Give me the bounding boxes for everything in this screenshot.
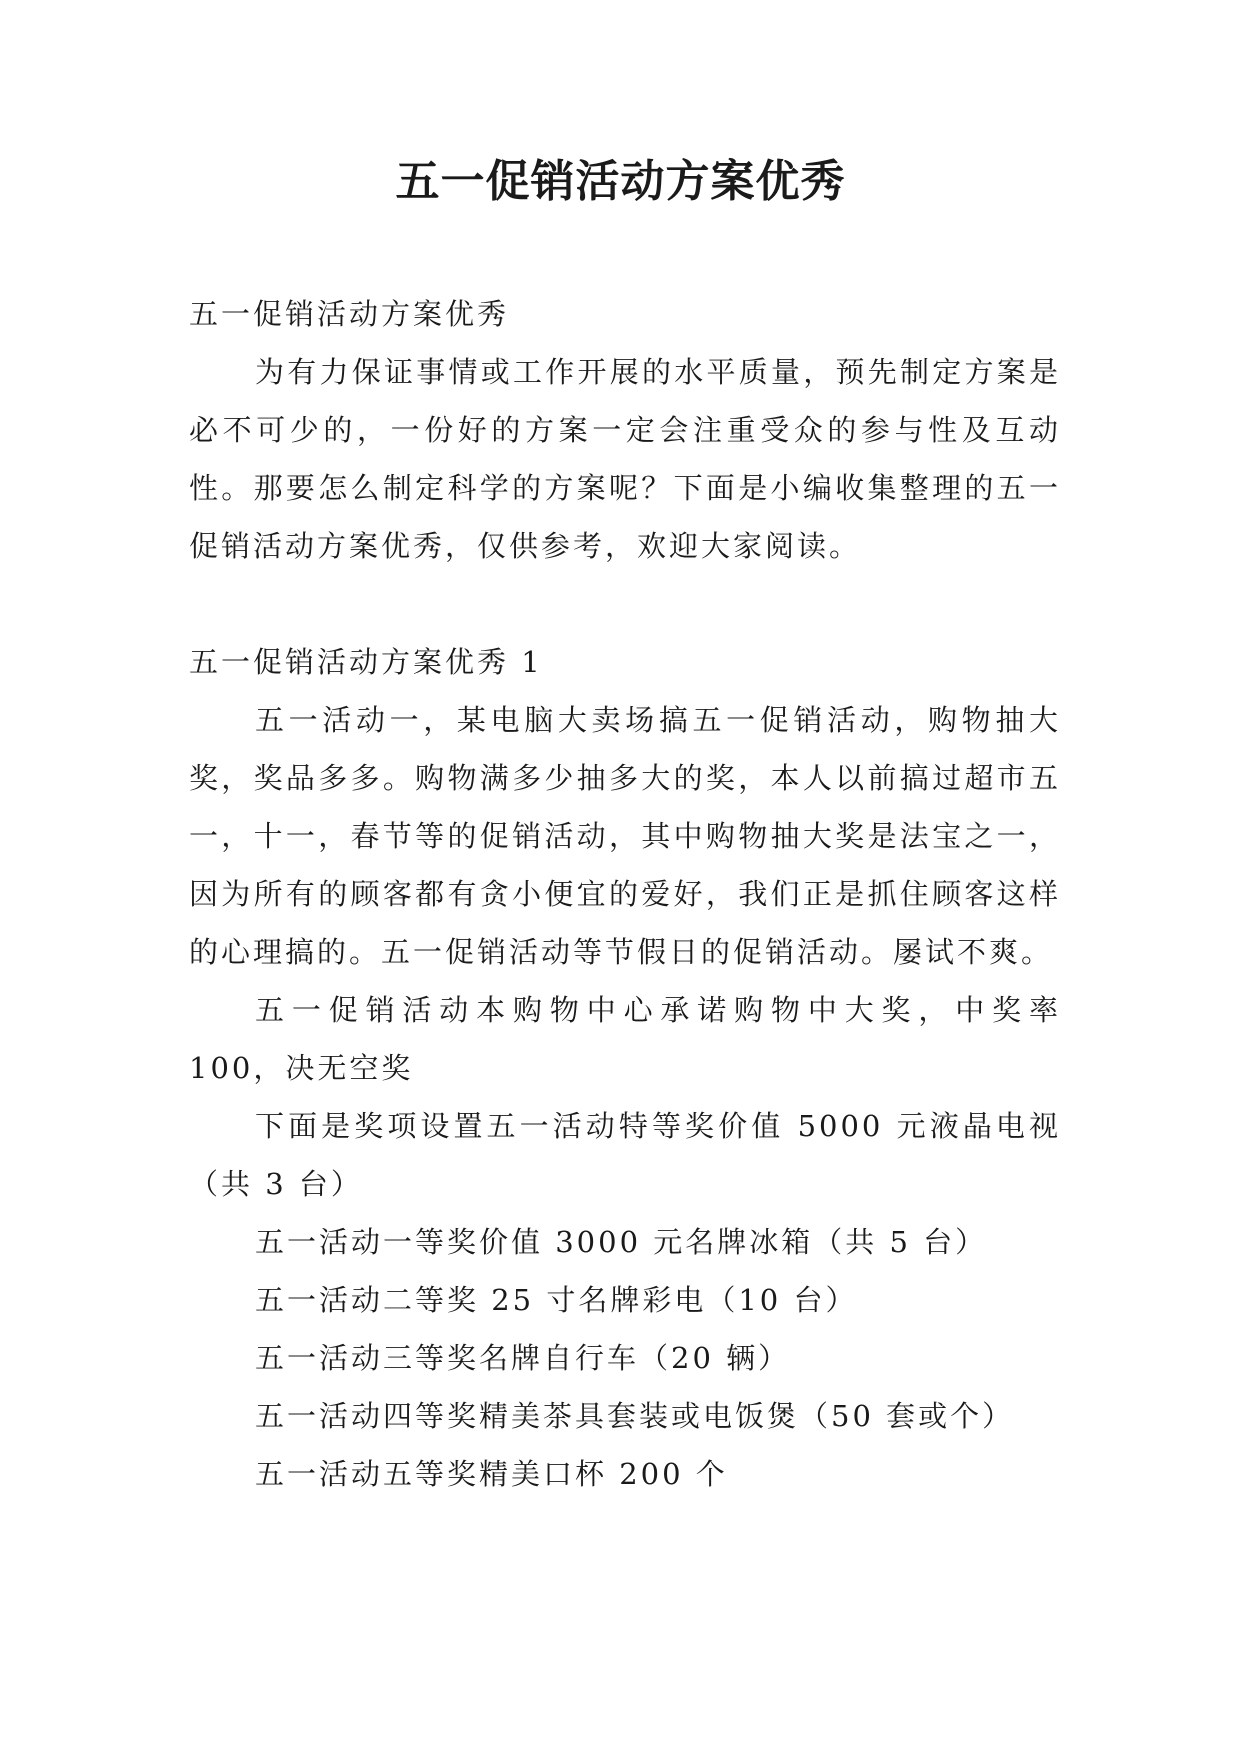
section-heading: 五一促销活动方案优秀 1	[189, 645, 543, 679]
paragraph-fifth-prize: 五一活动五等奖精美口杯 200 个	[255, 1457, 728, 1491]
paragraph-grand-prize: 下面是奖项设置五一活动特等奖价值 5000 元液晶电视（共 3 台）	[189, 1109, 1061, 1201]
paragraph-second-prize: 五一活动二等奖 25 寸名牌彩电（10 台）	[255, 1283, 858, 1317]
intro-paragraph: 为有力保证事情或工作开展的水平质量，预先制定方案是必不可少的，一份好的方案一定会注重受众的参与性及互动性。那要怎么制定科学的方案呢？下面是小编收集整理的五一促销活动方案优秀，仅供参考，欢迎大家阅读。	[189, 355, 1061, 563]
paragraph-fourth-prize: 五一活动四等奖精美茶具套装或电饭煲（50 套或个）	[255, 1399, 1015, 1433]
intro-heading: 五一促销活动方案优秀	[189, 297, 510, 331]
paragraph-promise: 五一促销活动本购物中心承诺购物中大奖，中奖率 100，决无空奖	[189, 993, 1061, 1085]
paragraph-activity-intro: 五一活动一，某电脑大卖场搞五一促销活动，购物抽大奖，奖品多多。购物满多少抽多大的奖，本人以前搞过超市五一，十一，春节等的促销活动，其中购物抽大奖是法宝之一，因为所有的顾客都有贪小便宜的爱好，我们正是抓住顾客这样的心理搞的。五一促销活动等节假日的促销活动。屡试不爽。	[189, 703, 1061, 969]
paragraph-third-prize: 五一活动三等奖名牌自行车（20 辆）	[255, 1341, 791, 1375]
document-title: 五一促销活动方案优秀	[395, 156, 846, 207]
paragraph-first-prize: 五一活动一等奖价值 3000 元名牌冰箱（共 5 台）	[255, 1225, 988, 1259]
section-spacer	[189, 575, 1061, 633]
document-body	[189, 285, 1061, 1503]
